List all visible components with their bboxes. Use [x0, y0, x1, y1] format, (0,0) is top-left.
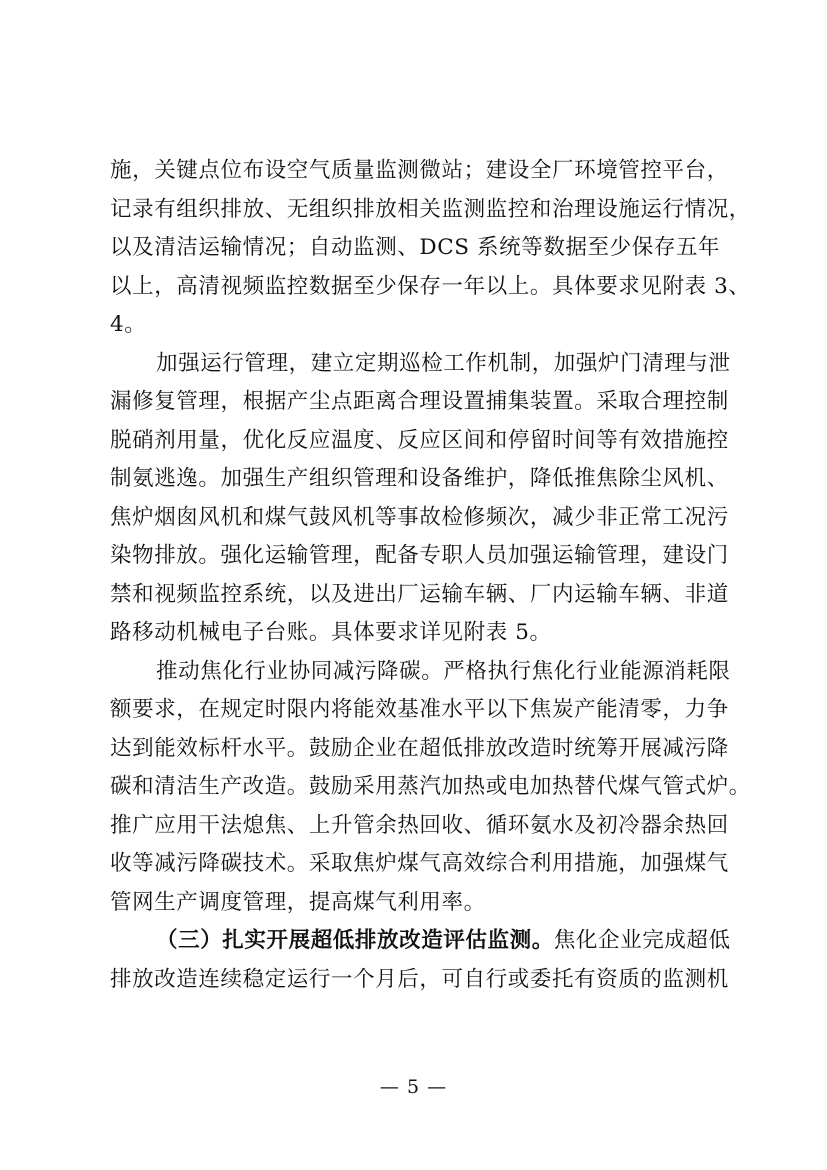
text-line: 焦炉烟囱风机和煤气鼓风机等事故检修频次，减少非正常工况污 — [110, 504, 729, 530]
section-heading-continuation: 焦化企业完成超低 — [553, 928, 731, 953]
text-line: 4。 — [110, 312, 147, 337]
text-line: 以上，高清视频监控数据至少保存一年以上。具体要求见附表 3、 — [110, 273, 751, 299]
text-line: 以及清洁运输情况；自动监测、DCS 系统等数据至少保存五年 — [110, 235, 721, 260]
text-line: 管网生产调度管理，提高煤气利用率。 — [110, 889, 486, 915]
text-line: 路移动机械电子台账。具体要求详见附表 5。 — [110, 620, 552, 645]
text-line: 记录有组织排放、无组织排放相关监测监控和治理设施运行情况， — [110, 196, 751, 222]
paragraph-start-line: 推动焦化行业协同减污降碳。严格执行焦化行业能源消耗限 — [156, 658, 731, 684]
text-line: 收等减污降碳技术。采取焦炉煤气高效综合利用措施，加强煤气 — [110, 851, 729, 876]
text-line: 达到能效标杆水平。鼓励企业在超低排放改造时统筹开展减污降 — [110, 735, 729, 761]
text-line: 施，关键点位布设空气质量监测微站；建设全厂环境管控平台， — [110, 158, 729, 183]
text-line: 碳和清洁生产改造。鼓励采用蒸汽加热或电加热替代煤气管式炉。 — [110, 774, 751, 799]
section-heading-line — [110, 922, 731, 961]
section-heading: （三）扎实开展超低排放改造评估监测。 — [156, 928, 554, 953]
page-number: — 5 — — [379, 1076, 448, 1098]
text-line: 脱硝剂用量，优化反应温度、反应区间和停留时间等有效措施控 — [110, 427, 729, 453]
text-line: 制氨逃逸。加强生产组织管理和设备维护，降低推焦除尘风机、 — [110, 466, 729, 491]
paragraph-start-line: 加强运行管理，建立定期巡检工作机制，加强炉门清理与泄 — [156, 350, 731, 376]
text-line: 推广应用干法熄焦、上升管余热回收、循环氨水及初冷器余热回 — [110, 812, 729, 838]
document-body — [110, 152, 751, 999]
text-line: 漏修复管理，根据产尘点距离合理设置捕集装置。采取合理控制 — [110, 389, 729, 414]
text-line: 禁和视频监控系统，以及进出厂运输车辆、厂内运输车辆、非道 — [110, 581, 729, 607]
text-line: 染物排放。强化运输管理，配备专职人员加强运输管理，建设门 — [110, 543, 729, 568]
text-line: 额要求，在规定时限内将能效基准水平以下焦炭产能清零，力争 — [110, 697, 729, 722]
text-line: 排放改造连续稳定运行一个月后，可自行或委托有资质的监测机 — [110, 966, 729, 992]
